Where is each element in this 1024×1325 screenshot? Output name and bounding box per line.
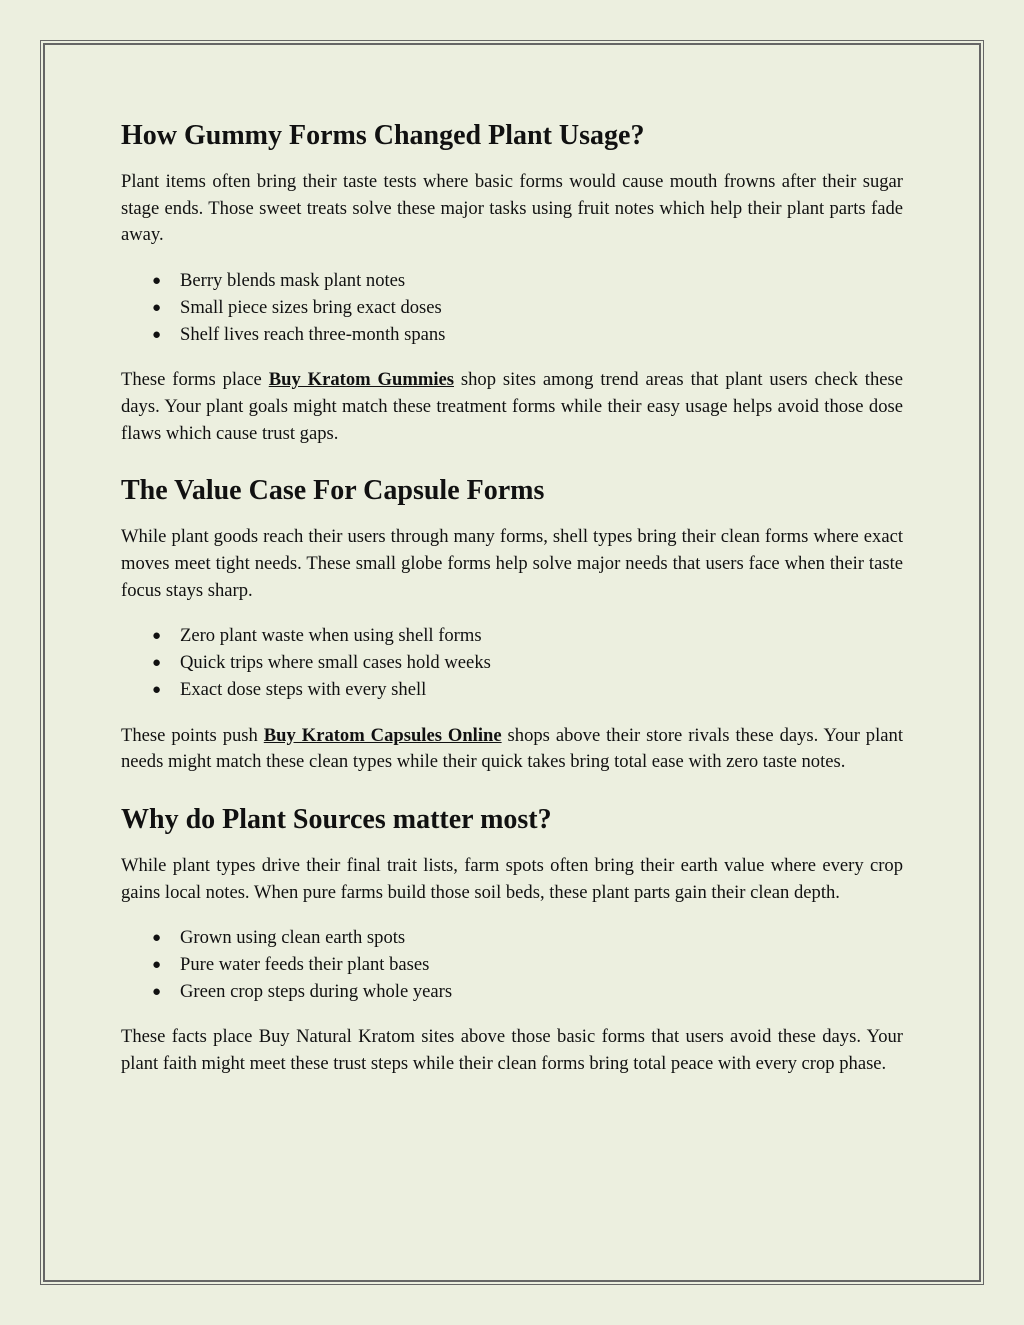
bullet-icon: ●	[152, 983, 162, 1000]
buy-kratom-capsules-online-link[interactable]: Buy Kratom Capsules Online	[263, 724, 502, 746]
bullet-list	[121, 623, 903, 703]
section-capsule-forms	[121, 473, 903, 776]
list-item: ● Small piece sizes bring exact doses	[121, 295, 903, 322]
section-gummy-forms	[121, 118, 903, 447]
section-outro: These points push Buy Kratom Capsules Online shops above their store rivals these days. Your plant needs might match these clean types while their quick takes bring total ease with zero taste notes.	[121, 724, 903, 773]
section-heading: The Value Case For Capsule Forms	[121, 475, 545, 507]
section-intro: Plant items often bring their taste tests where basic forms would cause mouth frowns after their sugar stage ends. Those sweet treats solve these major tasks using fruit notes which help their plant parts fade away.	[121, 171, 903, 246]
list-item: ● Shelf lives reach three-month spans	[121, 322, 903, 349]
section-heading: How Gummy Forms Changed Plant Usage?	[121, 120, 645, 151]
bullet-icon: ●	[152, 326, 162, 343]
section-outro: These forms place Buy Kratom Gummies shop sites among trend areas that plant users check these days. Your plant goals might match these treatment forms while their easy usage helps avoid those dose flaws which cause trust gaps.	[121, 369, 903, 444]
list-item: ● Zero plant waste when using shell forms	[121, 623, 903, 650]
list-item: ● Berry blends mask plant notes	[121, 268, 903, 295]
section-plant-sources	[121, 802, 903, 1078]
section-heading: Why do Plant Sources matter most?	[121, 803, 552, 835]
list-item: ● Pure water feeds their plant bases	[121, 952, 903, 979]
buy-kratom-gummies-link[interactable]: Buy Kratom Gummies	[268, 369, 454, 391]
bullet-icon: ●	[152, 655, 162, 672]
list-item: ● Green crop steps during whole years	[121, 979, 903, 1006]
bullet-icon: ●	[152, 628, 162, 645]
bullet-icon: ●	[152, 273, 162, 290]
section-outro: These facts place Buy Natural Kratom sites above those basic forms that users avoid these days. Your plant faith might meet these trust steps while their clean forms bring total peace with every crop phase.	[121, 1026, 903, 1075]
bullet-list	[121, 925, 903, 1005]
list-item: ● Grown using clean earth spots	[121, 925, 903, 952]
list-item: ● Quick trips where small cases hold weeks	[121, 650, 903, 677]
list-item: ● Exact dose steps with every shell	[121, 677, 903, 704]
section-intro: While plant goods reach their users through many forms, shell types bring their clean forms where exact moves meet tight needs. These small globe forms help solve major needs that users face when their taste focus stays sharp.	[121, 526, 903, 601]
document-content	[121, 118, 903, 1104]
bullet-icon: ●	[152, 681, 162, 698]
bullet-icon: ●	[152, 299, 162, 316]
bullet-icon: ●	[152, 930, 162, 947]
bullet-list	[121, 268, 903, 348]
bullet-icon: ●	[152, 957, 162, 974]
section-intro: While plant types drive their final trait lists, farm spots often bring their earth value where every crop gains local notes. When pure farms build those soil beds, these plant parts gain their clean depth.	[121, 854, 903, 903]
